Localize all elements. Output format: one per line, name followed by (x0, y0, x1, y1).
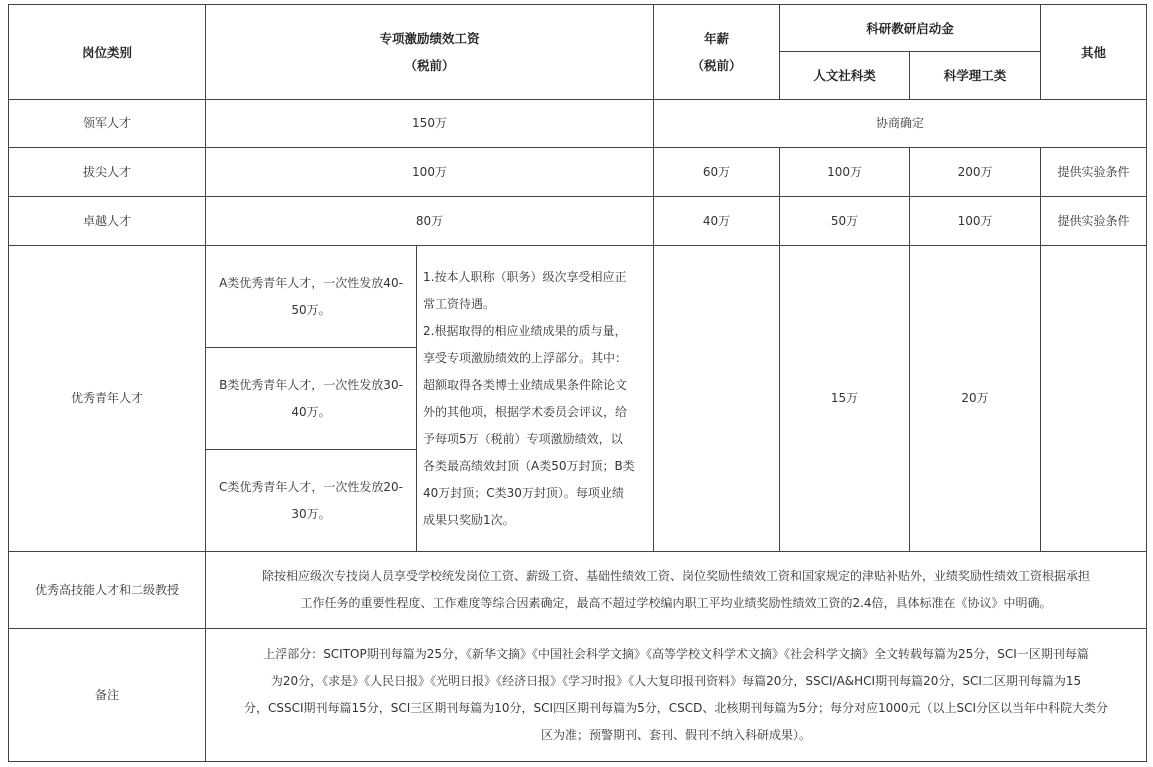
class-b-line1: B类优秀青年人才，一次性发放30- (219, 377, 403, 392)
row-science: 20万 (910, 246, 1041, 552)
remarks-line: 为20分，《求是》《人民日报》《光明日报》《经济日报》《学习时报》《人大复印报刊资料》每篇20分，SSCI/A&HCI期刊每篇20分，SCI二区期刊每篇为15 (270, 674, 1082, 688)
note-line: 予每项5万（税前）专项激励绩效，以 (423, 431, 623, 446)
row-category: 领军人才 (9, 100, 206, 148)
row-other-empty (1041, 246, 1147, 552)
class-c-cell (206, 450, 417, 552)
row-other: 提供实验条件 (1041, 148, 1147, 197)
row-bonus: 100万 (206, 148, 654, 197)
row-bonus: 150万 (206, 100, 654, 148)
note-line: 1.按本人职称（职务）级次享受相应正 (423, 269, 627, 284)
class-b-cell (206, 348, 417, 450)
row-salary: 60万 (654, 148, 780, 197)
header-humanities: 人文社科类 (780, 52, 910, 100)
row-other: 提供实验条件 (1041, 197, 1147, 246)
note-line: 外的其他项，根据学术委员会评议，给 (423, 404, 628, 419)
table-row (9, 629, 1147, 762)
header-category: 岗位类别 (9, 5, 206, 100)
row-negotiate: 协商确定 (654, 100, 1147, 148)
row-category: 优秀青年人才 (9, 246, 206, 552)
row-bonus: 80万 (206, 197, 654, 246)
header-startup-fund: 科研教研启动金 (780, 5, 1041, 52)
class-c-line2: 30万。 (291, 506, 331, 521)
table-row (9, 246, 1147, 348)
youxiu-notes (417, 246, 654, 552)
note-line: 享受专项激励绩效的上浮部分。其中： (423, 350, 628, 365)
class-c-line1: C类优秀青年人才，一次性发放20- (219, 479, 403, 494)
class-a-cell (206, 246, 417, 348)
header-bonus (206, 5, 654, 100)
note-line: 各类最高绩效封顶（A类50万封顶；B类 (423, 458, 635, 473)
table-row (9, 552, 1147, 629)
header-other: 其他 (1041, 5, 1147, 100)
row-category: 拔尖人才 (9, 148, 206, 197)
remarks-line: 分，CSSCI期刊每篇15分，SCI三区期刊每篇为10分，SCI四区期刊每篇为5分，CSCD、北核期刊每篇为5分；每分对应1000元（以上SCI分区以当年中科院大类分 (243, 701, 1109, 715)
header-bonus-note: （税前） (404, 58, 455, 73)
table-row (9, 197, 1147, 246)
note-line: 成果只奖励1次。 (423, 512, 515, 527)
note-line: 常工资待遇。 (423, 296, 496, 311)
class-a-line1: A类优秀青年人才，一次性发放40- (219, 275, 403, 290)
note-line: 超额取得各类博士业绩成果条件除论文 (423, 377, 628, 392)
row-category: 优秀高技能人才和二级教授 (9, 552, 206, 629)
table-row (9, 148, 1147, 197)
note-line: 40万封顶；C类30万封顶）。每项业绩 (423, 485, 624, 500)
row-science: 100万 (910, 197, 1041, 246)
gaojineng-text (206, 552, 1147, 629)
class-a-line2: 50万。 (291, 302, 331, 317)
note-line: 2.根据取得的相应业绩成果的质与量， (423, 323, 627, 338)
header-salary-note: （税前） (691, 58, 742, 73)
row-category: 卓越人才 (9, 197, 206, 246)
row-category: 备注 (9, 629, 206, 762)
row-salary: 40万 (654, 197, 780, 246)
gaojineng-line1: 除按相应级次专技岗人员享受学校统发岗位工资、薪级工资、基础性绩效工资、岗位奖励性绩效工资和国家规定的津贴补贴外，业绩奖励性绩效工资根据承担 (262, 569, 1091, 583)
class-b-line2: 40万。 (291, 404, 331, 419)
remarks-line: 区为准；预警期刊、套刊、假刊不纳入科研成果）。 (541, 728, 812, 742)
row-science: 200万 (910, 148, 1041, 197)
row-humanities: 100万 (780, 148, 910, 197)
row-humanities: 15万 (780, 246, 910, 552)
row-salary-empty (654, 246, 780, 552)
remarks-text (206, 629, 1147, 762)
header-salary (654, 5, 780, 100)
row-humanities: 50万 (780, 197, 910, 246)
gaojineng-line2: 工作任务的重要性程度、工作难度等综合因素确定，最高不超过学校编内职工平均业绩奖励性绩效工资的2.4倍，具体标准在《协议》中明确。 (300, 596, 1052, 610)
salary-table (8, 4, 1147, 762)
table-row (9, 100, 1147, 148)
header-science: 科学理工类 (910, 52, 1041, 100)
remarks-line: 上浮部分：SCITOP期刊每篇为25分，《新华文摘》《中国社会科学文摘》《高等学校文科学术文摘》《社会科学文摘》全文转载每篇为25分，SCI一区期刊每篇 (263, 647, 1089, 661)
header-bonus-title: 专项激励绩效工资 (379, 31, 480, 46)
header-salary-title: 年薪 (704, 31, 730, 46)
